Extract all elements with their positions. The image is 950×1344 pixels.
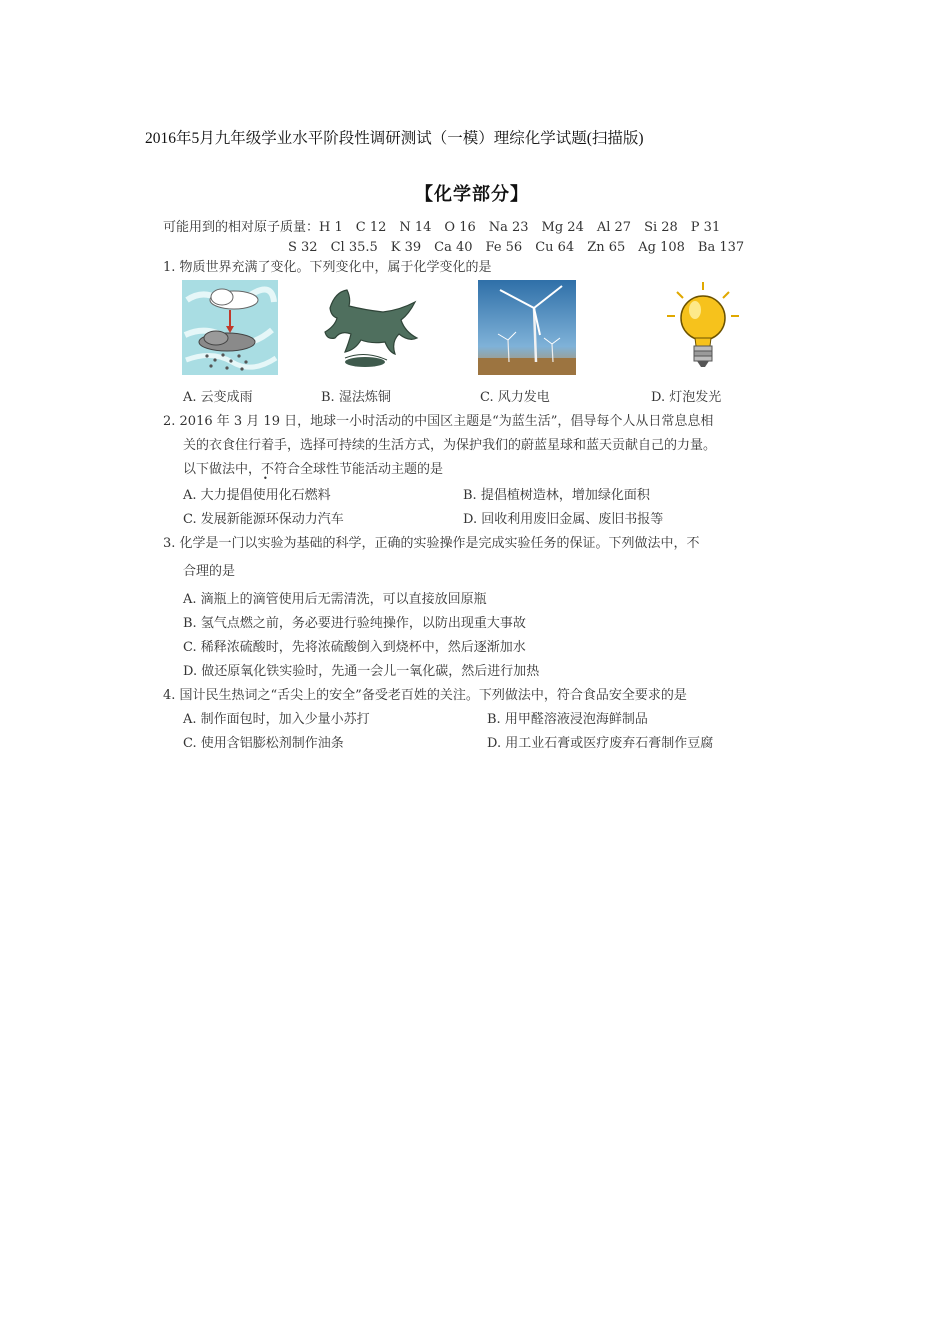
question-1-option-a: A. 云变成雨: [183, 390, 253, 405]
question-2-option-d: D. 回收利用废旧金属、废旧书报等: [463, 512, 664, 527]
question-4-stem: 4. 国计民生热词之“舌尖上的安全”备受老百姓的关注。下列做法中，符合食品安全要求的是: [163, 688, 687, 703]
question-3-option-b: B. 氢气点燃之前，务必要进行验纯操作，以防出现重大事故: [183, 616, 526, 631]
question-4-option-d: D. 用工业石膏或医疗废弃石膏制作豆腐: [487, 736, 714, 751]
section-heading: 【化学部分】: [415, 184, 529, 205]
emphasis-text: 不符合: [261, 462, 301, 477]
atomic-mass-line-2: S 32 Cl 35.5 K 39 Ca 40 Fe 56 Cu 64 Zn 65 Ag 108 Ba 137: [288, 240, 745, 255]
question-1-option-c: C. 风力发电: [480, 390, 550, 405]
light-bulb-icon: [663, 280, 743, 375]
question-2-option-c: C. 发展新能源环保动力汽车: [183, 512, 344, 527]
question-2-stem-line-2: 关的衣食住行着手，选择可持续的生活方式，为保护我们的蔚蓝星球和蓝天贡献自己的力量。: [183, 438, 717, 453]
question-2-stem-line-3: 以下做法中，不符合全球性节能活动主题的是: [183, 462, 444, 477]
bronze-horse-icon: [305, 280, 430, 375]
question-1-option-b: B. 湿法炼铜: [321, 390, 391, 405]
question-4-option-a: A. 制作面包时，加入少量小苏打: [183, 712, 370, 727]
question-2-option-b: B. 提倡植树造林，增加绿化面积: [463, 488, 650, 503]
question-1-option-d: D. 灯泡发光: [651, 390, 722, 405]
question-3-option-d: D. 做还原氧化铁实验时，先通一会儿一氧化碳，然后进行加热: [183, 664, 540, 679]
question-3-option-c: C. 稀释浓硫酸时，先将浓硫酸倒入到烧杯中，然后逐渐加水: [183, 640, 526, 655]
question-4-option-c: C. 使用含铝膨松剂制作油条: [183, 736, 344, 751]
scanned-exam-page: [155, 170, 795, 760]
question-4-option-b: B. 用甲醛溶液浸泡海鲜制品: [487, 712, 648, 727]
atomic-mass-line-1: 可能用到的相对原子质量：H 1 C 12 N 14 O 16 Na 23 Mg 24 Al 27 Si 28 P 31: [163, 220, 721, 235]
question-3-stem-line-2: 合理的是: [183, 564, 236, 579]
wind-turbine-icon: [478, 280, 576, 375]
question-2-stem-line-1: 2. 2016 年 3 月 19 日，地球一小时活动的中国区主题是“为蓝生活”，倡导每个人从日常息息相: [163, 414, 714, 429]
page-title: 2016年5月九年级学业水平阶段性调研测试（一模）理综化学试题(扫描版): [145, 130, 644, 147]
question-1-stem: 1. 物质世界充满了变化。下列变化中，属于化学变化的是: [163, 260, 492, 275]
question-3-option-a: A. 滴瓶上的滴管使用后无需清洗，可以直接放回原瓶: [183, 592, 487, 607]
question-1-pictures: [155, 280, 795, 375]
question-2-option-a: A. 大力提倡使用化石燃料: [183, 488, 331, 503]
question-3-stem-line-1: 3. 化学是一门以实验为基础的科学，正确的实验操作是完成实验任务的保证。下列做法中，不: [163, 536, 700, 551]
cloud-rain-icon: [182, 280, 278, 375]
